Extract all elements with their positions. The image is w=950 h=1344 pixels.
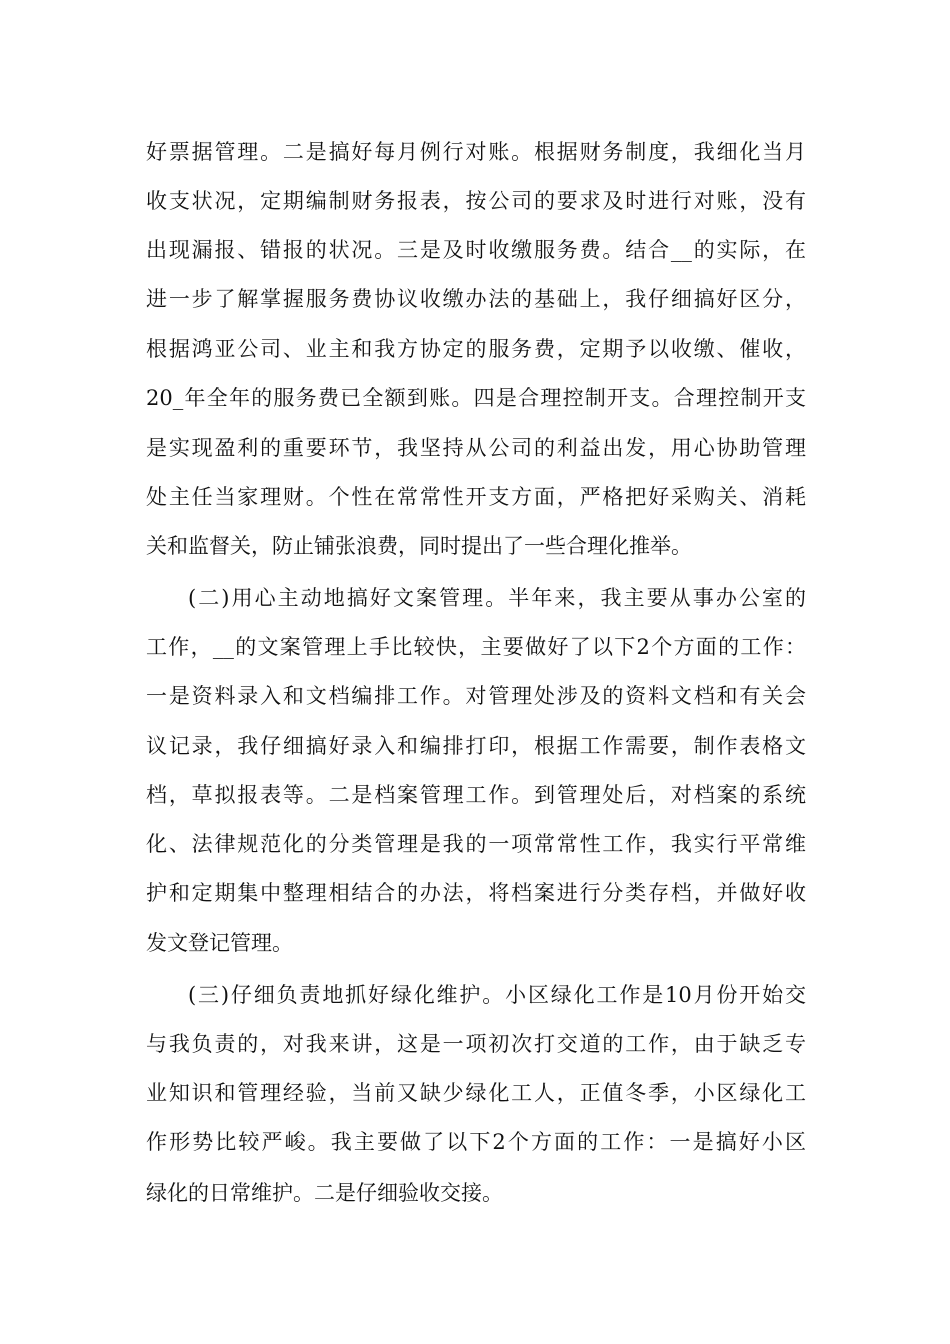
paragraph-start-line: (二)用心主动地搞好文案管理。半年来，我主要从事办公室的	[188, 586, 806, 610]
body-text-line: 议记录，我仔细搞好录入和编排打印，根据工作需要，制作表格文	[146, 734, 806, 758]
body-text-line: 处主任当家理财。个性在常常性开支方面，严格把好采购关、消耗	[146, 485, 806, 509]
body-text-line: 护和定期集中整理相结合的办法，将档案进行分类存档，并做好收	[146, 881, 806, 905]
body-text-line: 工作，__的文案管理上手比较快，主要做好了以下2个方面的工作：	[146, 635, 806, 659]
body-text-line: 收支状况，定期编制财务报表，按公司的要求及时进行对账，没有	[146, 189, 806, 213]
body-text-line: 档，草拟报表等。二是档案管理工作。到管理处后，对档案的系统	[146, 783, 806, 807]
body-text-line: 业知识和管理经验，当前又缺少绿化工人，正值冬季，小区绿化工	[146, 1081, 806, 1105]
body-text-line: 好票据管理。二是搞好每月例行对账。根据财务制度，我细化当月	[146, 140, 806, 164]
paragraph-end-line: 发文登记管理。	[146, 931, 293, 955]
body-text-line: 化、法律规范化的分类管理是我的一项常常性工作，我实行平常维	[146, 832, 806, 856]
paragraph-end-line: 关和监督关，防止铺张浪费，同时提出了一些合理化推举。	[146, 534, 692, 558]
body-text-line: 进一步了解掌握服务费协议收缴办法的基础上，我仔细搞好区分，	[146, 287, 806, 311]
paragraph-start-line: (三)仔细负责地抓好绿化维护。小区绿化工作是10月份开始交	[188, 983, 806, 1007]
body-text-line: 与我负责的，对我来讲，这是一项初次打交道的工作，由于缺乏专	[146, 1032, 806, 1056]
body-text-line: 一是资料录入和文档编排工作。对管理处涉及的资料文档和有关会	[146, 684, 806, 708]
body-text-line: 作形势比较严峻。我主要做了以下2个方面的工作：一是搞好小区	[146, 1130, 806, 1154]
body-text-line: 出现漏报、错报的状况。三是及时收缴服务费。结合__的实际，在	[146, 238, 806, 262]
body-text-line: 20_年全年的服务费已全额到账。四是合理控制开支。合理控制开支	[146, 386, 806, 410]
body-text-line: 是实现盈利的重要环节，我坚持从公司的利益出发，用心协助管理	[146, 436, 806, 460]
body-text-line: 根据鸿亚公司、业主和我方协定的服务费，定期予以收缴、催收，	[146, 337, 806, 361]
paragraph-end-line: 绿化的日常维护。二是仔细验收交接。	[146, 1181, 503, 1205]
